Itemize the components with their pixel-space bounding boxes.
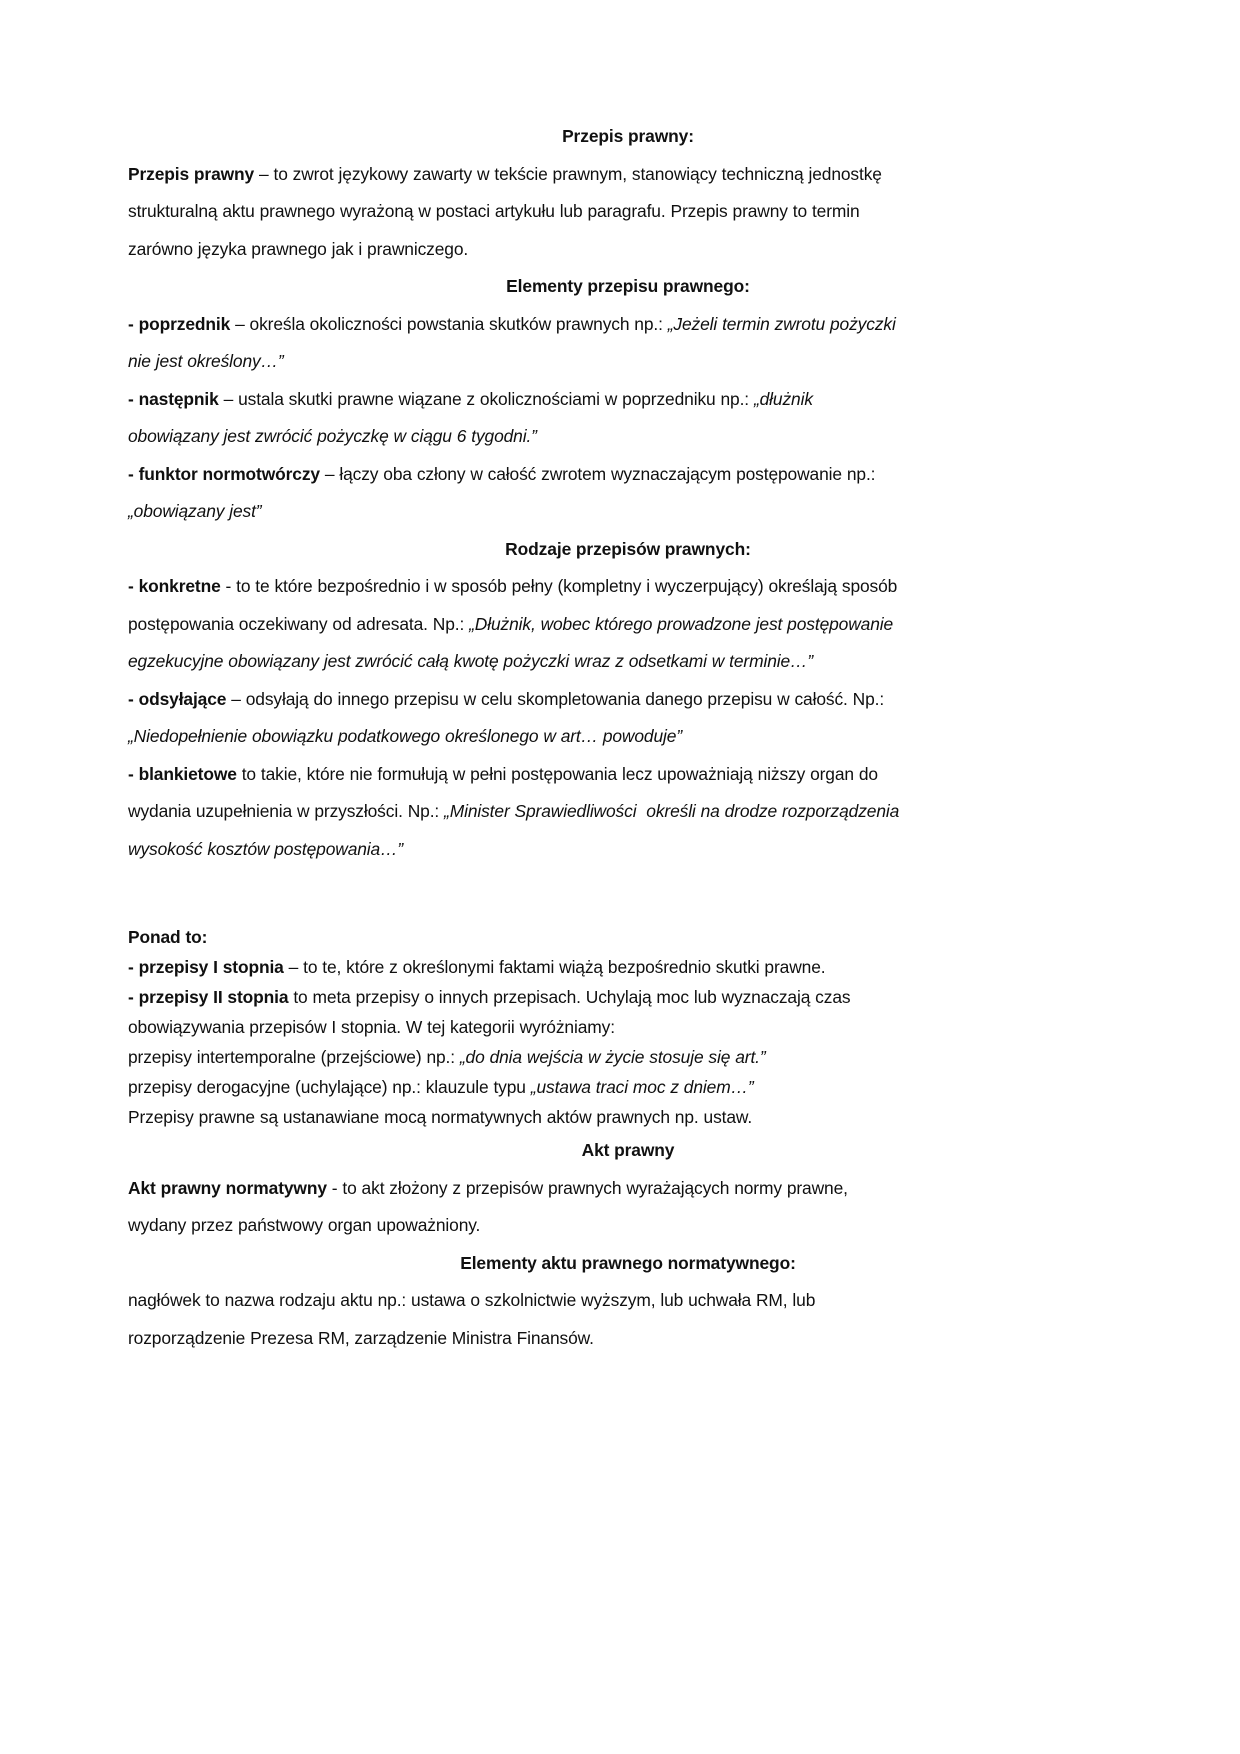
list-item-funktor-line-2 — [128, 493, 1128, 531]
naglowek-line-1: nagłówek to nazwa rodzaju aktu np.: ustawa o szkolnictwie wyższym, lub uchwała RM, lub — [128, 1290, 816, 1310]
section-spacer — [128, 868, 1128, 922]
paragraph-ustanawiane: Przepisy prawne są ustanawiane mocą normatywnych aktów prawnych np. ustaw. — [128, 1107, 753, 1127]
nastepnik-quote-part-1: „dłużnik — [753, 388, 813, 409]
term-przepisy-ii-stopnia: przepisy II stopnia — [138, 987, 289, 1007]
term-funktor-normotworczy: funktor normotwórczy — [138, 463, 320, 484]
list-item-funktor-line-1 — [128, 456, 1128, 494]
list-item-blankietowe-line-3 — [128, 831, 1128, 869]
term-przepisy-i-stopnia: przepisy I stopnia — [138, 957, 284, 977]
bullet-dash-funktor: - — [128, 463, 139, 484]
intertemporalne-description: przepisy intertemporalne (przejściowe) np.: — [128, 1047, 460, 1067]
list-item-stopien-2-line-1 — [128, 982, 1128, 1012]
list-item-odsylajace-line-1 — [128, 681, 1128, 719]
konkretne-description-1: - to te które bezpośrednio i w sposób pełny (kompletny i wyczerpujący) określają sposób — [220, 576, 898, 596]
term-blankietowe: blankietowe — [138, 763, 237, 784]
poprzednik-quote-part-1: „Jeżeli termin zwrotu pożyczki — [667, 313, 896, 334]
list-item-odsylajace-line-2 — [128, 718, 1128, 756]
heading-elementy-przepisu: Elementy przepisu prawnego: — [506, 276, 750, 296]
heading-rodzaje-przepisow: Rodzaje przepisów prawnych: — [505, 538, 751, 559]
list-item-intertemporalne — [128, 1042, 1128, 1072]
stopien-2-description-1: to meta przepisy o innych przepisach. Uchylają moc lub wyznaczają czas — [288, 987, 851, 1007]
page-title: Przepis prawny: — [562, 126, 694, 146]
list-item-blankietowe-line-2 — [128, 793, 1128, 831]
list-item-stopien-1 — [128, 952, 1128, 982]
blankietowe-description-1: to takie, które nie formułują w pełni postępowania lecz upoważniają niższy organ do — [236, 763, 878, 784]
konkretne-quote-part-1: „Dłużnik, wobec którego prowadzone jest postępowanie — [469, 613, 894, 634]
funktor-description: – łączy oba człony w całość zwrotem wyznaczającym postępowanie np.: — [319, 463, 876, 484]
list-item-nastepnik-line-1 — [128, 381, 1128, 419]
blankietowe-quote-part-2: wysokość kosztów postępowania…” — [128, 838, 404, 859]
akt-definition-line-1 — [128, 1170, 1128, 1208]
list-item-poprzednik-line-2 — [128, 343, 1128, 381]
naglowek-line-2: rozporządzenie Prezesa RM, zarządzenie Ministra Finansów. — [128, 1327, 594, 1348]
konkretne-quote-part-2: egzekucyjne obowiązany jest zwrócić całą kwotę pożyczki wraz z odsetkami w terminie…” — [128, 651, 813, 671]
bullet-dash-odsylajace: - — [128, 688, 139, 709]
heading-ponad-to — [128, 922, 1128, 952]
konkretne-description-2: postępowania oczekiwany od adresata. Np.: — [128, 613, 470, 634]
heading-elementy-aktu: Elementy aktu prawnego normatywnego: — [460, 1252, 796, 1273]
list-item-konkretne-line-2 — [128, 606, 1128, 644]
derogacyjne-quote: „ustawa traci moc z dniem…” — [530, 1077, 754, 1097]
document-body — [128, 118, 1128, 1357]
list-item-stopien-2-line-2: obowiązywania przepisów I stopnia. W tej kategorii wyróżniamy: — [128, 1017, 615, 1037]
list-item-blankietowe-line-1 — [128, 756, 1128, 794]
bullet-dash-konkretne: - — [128, 576, 139, 596]
term-akt-prawny-normatywny: Akt prawny normatywny — [128, 1177, 327, 1198]
intertemporalne-quote: „do dnia wejścia w życie stosuje się art.” — [459, 1047, 766, 1067]
bullet-dash-stopien-1: - — [128, 957, 139, 977]
term-konkretne: konkretne — [138, 576, 221, 596]
blankietowe-quote-part-1: „Minister Sprawiedliwości określi na drodze rozporządzenia — [444, 801, 900, 821]
definition-text-1: – to zwrot językowy zawarty w tekście prawnym, stanowiący techniczną jednostkę — [254, 163, 882, 184]
term-przepis-prawny: Przepis prawny — [128, 163, 255, 184]
bullet-dash-blankietowe: - — [128, 763, 139, 784]
blankietowe-description-2: wydania uzupełnienia w przyszłości. Np.: — [128, 801, 445, 821]
definition-paragraph-line-1 — [128, 156, 1128, 194]
akt-description-1: - to akt złożony z przepisów prawnych wyrażających normy prawne, — [326, 1177, 848, 1198]
list-item-nastepnik-line-2 — [128, 418, 1128, 456]
heading-akt-prawny: Akt prawny — [581, 1140, 675, 1160]
term-poprzednik: poprzednik — [138, 313, 231, 334]
list-item-derogacyjne — [128, 1072, 1128, 1102]
definition-paragraph-line-2: strukturalną aktu prawnego wyrażoną w postaci artykułu lub paragrafu. Przepis prawny to termin — [128, 201, 860, 221]
term-odsylajace: odsyłające — [138, 688, 227, 709]
definition-paragraph-line-3: zarówno języka prawnego jak i prawniczego. — [128, 238, 469, 259]
term-nastepnik: następnik — [138, 388, 219, 409]
odsylajace-quote: „Niedopełnienie obowiązku podatkowego określonego w art… powoduje” — [128, 726, 682, 746]
derogacyjne-description: przepisy derogacyjne (uchylające) np.: klauzule typu — [128, 1077, 531, 1097]
bullet-dash-nastepnik: - — [128, 388, 139, 409]
list-item-konkretne-line-1 — [128, 568, 1128, 606]
stopien-1-description: – to te, które z określonymi faktami wiążą bezpośrednio skutki prawne. — [283, 957, 826, 977]
nastepnik-description: – ustala skutki prawne wiązane z okolicznościami w poprzedniku np.: — [218, 388, 754, 409]
funktor-quote: „obowiązany jest” — [128, 501, 262, 521]
list-item-konkretne-line-3 — [128, 643, 1128, 681]
poprzednik-quote-part-2: nie jest określony…” — [128, 351, 284, 371]
poprzednik-description: – określa okoliczności powstania skutków prawnych np.: — [230, 313, 668, 334]
heading-ponad-to-label: Ponad to: — [128, 927, 208, 947]
odsylajace-description: – odsyłają do innego przepisu w celu skompletowania danego przepisu w całość. Np.: — [226, 688, 885, 709]
akt-definition-line-2: wydany przez państwowy organ upoważniony. — [128, 1215, 481, 1235]
bullet-dash-stopien-2: - — [128, 987, 139, 1007]
nastepnik-quote-part-2: obowiązany jest zwrócić pożyczkę w ciągu 6 tygodni.” — [128, 426, 537, 446]
list-item-poprzednik-line-1 — [128, 306, 1128, 344]
bullet-dash-poprzednik: - — [128, 313, 139, 334]
